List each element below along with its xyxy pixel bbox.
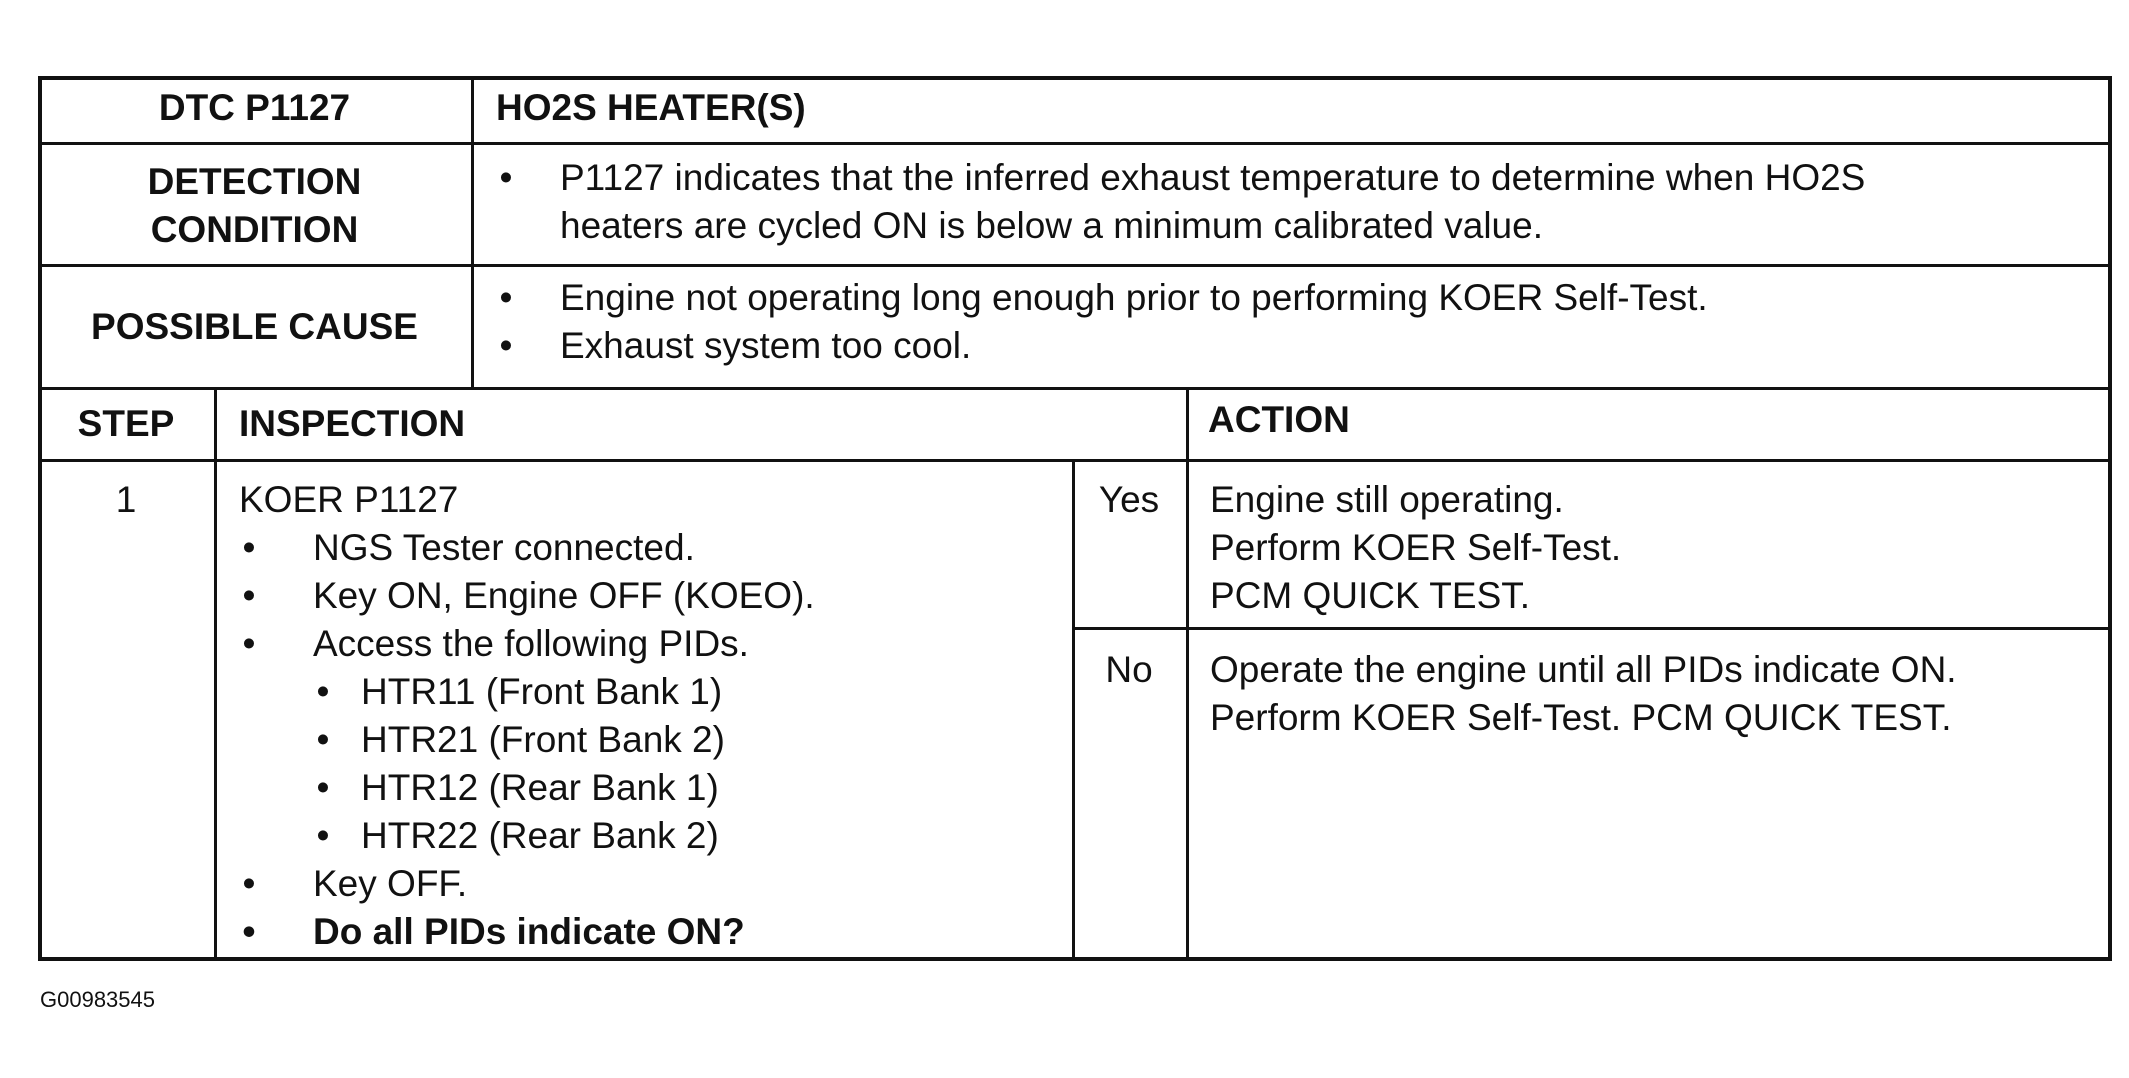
bullet: • bbox=[242, 623, 256, 664]
bullet: • bbox=[499, 277, 513, 318]
step-number: 1 bbox=[115, 479, 137, 520]
dtc-code: DTC P1127 bbox=[158, 87, 351, 128]
bullet: • bbox=[499, 325, 513, 366]
rule-yes-no bbox=[1072, 627, 2112, 630]
bullet: • bbox=[242, 527, 256, 568]
list-item: • Access the following PIDs. bbox=[239, 620, 1059, 668]
yes-label: Yes bbox=[1098, 479, 1160, 520]
inspection-question: • Do all PIDs indicate ON? bbox=[239, 908, 1059, 956]
possible-cause-list bbox=[496, 274, 2096, 370]
bullet: • bbox=[242, 863, 256, 904]
bullet: • bbox=[499, 157, 513, 198]
inspection-steps bbox=[239, 476, 1059, 956]
bullet: • bbox=[242, 911, 256, 952]
dtc-title: HO2S HEATER(S) bbox=[496, 87, 806, 128]
inspection-title: KOER P1127 bbox=[239, 479, 459, 520]
yes-action: Engine still operating. Perform KOER Self-Test. PCM QUICK TEST. bbox=[1210, 479, 1622, 616]
bullet: • bbox=[316, 719, 330, 760]
column-action: ACTION bbox=[1208, 399, 1350, 440]
list-item: • Key OFF. bbox=[239, 860, 1059, 908]
list-item: • NGS Tester connected. bbox=[239, 524, 1059, 572]
list-item: • Engine not operating long enough prior to performing KOER Self-Test. bbox=[496, 274, 2096, 322]
rule-yesno-column bbox=[1072, 459, 1075, 961]
bullet: • bbox=[316, 671, 330, 712]
no-action: Operate the engine until all PIDs indicate ON. Perform KOER Self-Test. PCM QUICK TEST. bbox=[1210, 649, 1957, 738]
column-step: STEP bbox=[77, 403, 175, 444]
rule-label-column bbox=[471, 76, 474, 387]
possible-cause-label: POSSIBLE CAUSE bbox=[91, 306, 418, 347]
rule-step-column bbox=[214, 387, 217, 961]
no-label: No bbox=[1105, 649, 1153, 690]
pid-item: • HTR22 (Rear Bank 2) bbox=[239, 812, 1059, 860]
list-item: • Key ON, Engine OFF (KOEO). bbox=[239, 572, 1059, 620]
rule-action-column bbox=[1186, 387, 1189, 961]
figure-id: G00983545 bbox=[40, 987, 155, 1012]
rule-cause bbox=[38, 387, 2112, 390]
rule-columns bbox=[38, 459, 2112, 462]
column-inspection: INSPECTION bbox=[239, 403, 466, 444]
detection-text: • P1127 indicates that the inferred exhaust temperature to determine when HO2S heaters are cycled ON is below a minimum calibrated value. bbox=[496, 154, 2096, 250]
detection-label: DETECTION CONDITION bbox=[147, 161, 362, 250]
bullet: • bbox=[316, 767, 330, 808]
rule-detection bbox=[38, 264, 2112, 267]
bullet: • bbox=[316, 815, 330, 856]
pid-item: • HTR21 (Front Bank 2) bbox=[239, 716, 1059, 764]
bullet: • bbox=[242, 575, 256, 616]
dtc-procedure-table bbox=[38, 76, 2112, 961]
list-item: • Exhaust system too cool. bbox=[496, 322, 2096, 370]
rule-header bbox=[38, 142, 2112, 145]
pid-item: • HTR11 (Front Bank 1) bbox=[239, 668, 1059, 716]
pid-item: • HTR12 (Rear Bank 1) bbox=[239, 764, 1059, 812]
